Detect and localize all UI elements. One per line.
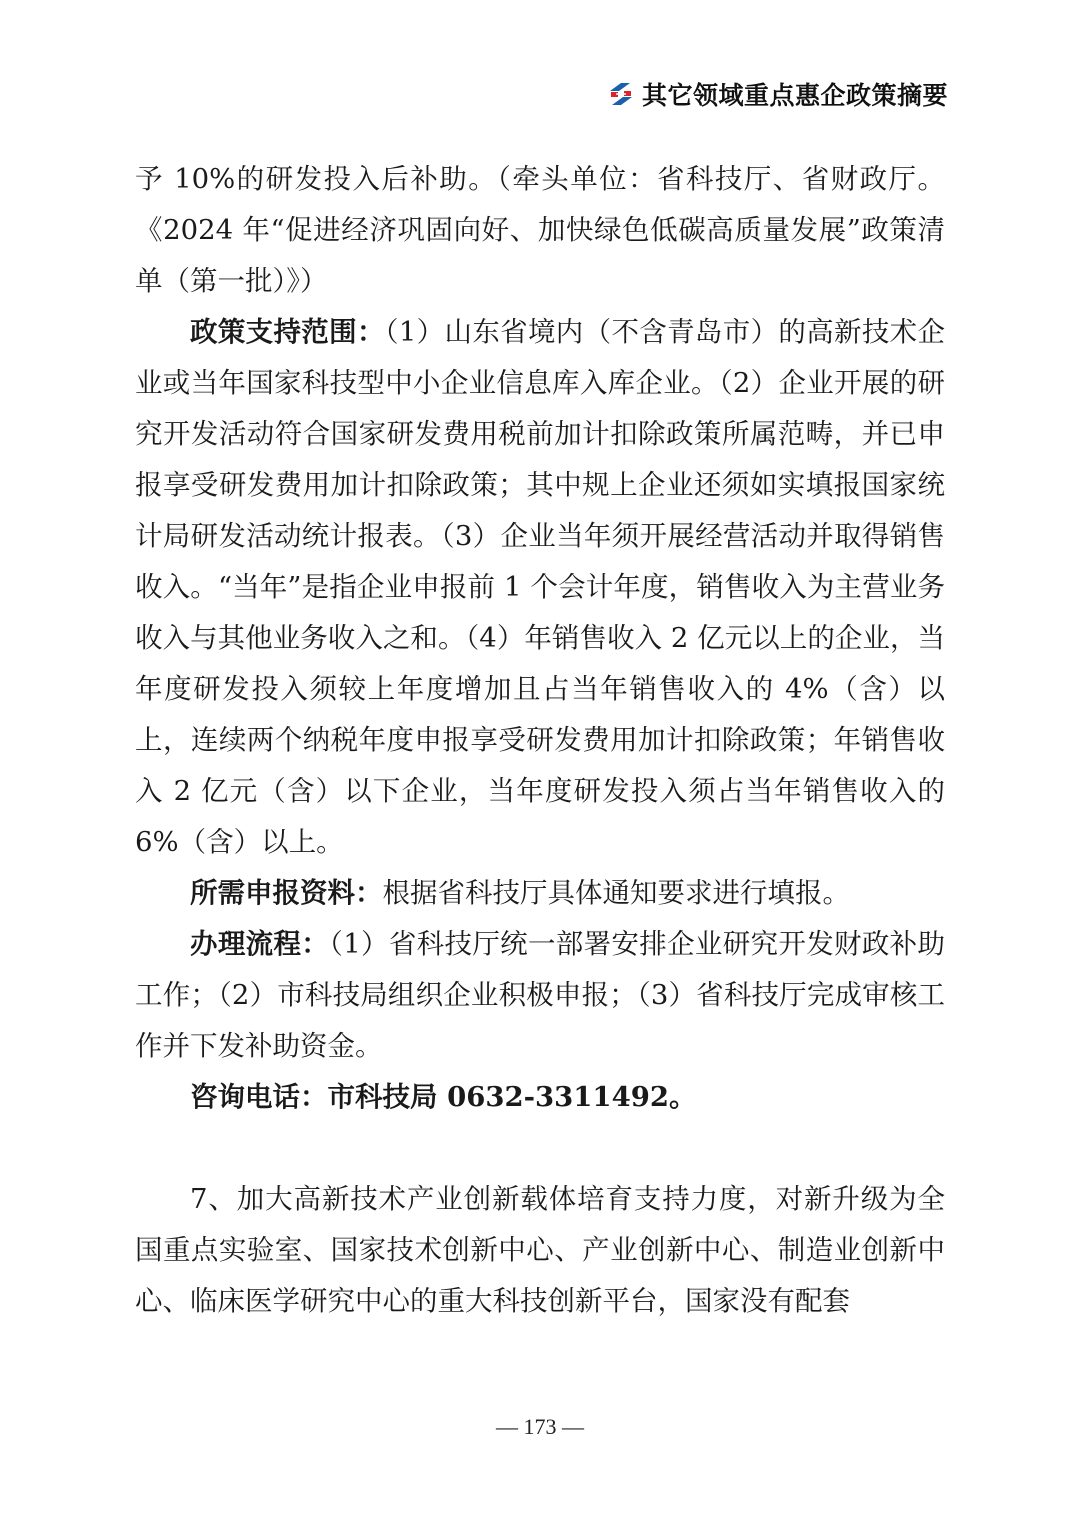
policy-scope-paragraph	[135, 307, 945, 868]
policy-scope-label: 政策支持范围：	[190, 316, 385, 348]
contact-label: 咨询电话：	[190, 1081, 328, 1113]
process-text: （1）省科技厅统一部署安排企业研究开发财政补助工作；（2）市科技局组织企业积极申报；（3）省科技厅完成审核工作并下发补助资金。	[135, 928, 945, 1062]
contact-text: 市科技局 0632-3311492。	[327, 1081, 697, 1113]
policy-scope-text: （1）山东省境内（不含青岛市）的高新技术企业或当年国家科技型中小企业信息库入库企业。（2）企业开展的研究开发活动符合国家研发费用税前加计扣除政策所属范畴，并已申报享受研发费用加计扣除政策；其中规上企业还须如实填报国家统计局研发活动统计报表。（3）企业当年须开展经营活动并取得销售收入。“当年”是指企业申报前 1 个会计年度，销售收入为主营业务收入与其他业务收入之和。（4）年销售收入 2 亿元以上的企业，当年度研发投入须较上年度增加且占当年销售收入的 4%（含）以上，连续两个纳税年度申报享受研发费用加计扣除政策；年销售收入 2 亿元（含）以下企业，当年度研发投入须占当年销售收入的 6%（含）以上。	[135, 316, 946, 858]
section-spacer	[135, 1123, 945, 1174]
item-7-paragraph: 7、加大高新技术产业创新载体培育支持力度，对新升级为全国重点实验室、国家技术创新中心、产业创新中心、制造业创新中心、临床医学研究中心的重大科技创新平台，国家没有配套	[135, 1183, 945, 1317]
materials-label: 所需申报资料：	[190, 877, 383, 909]
process-label: 办理流程：	[190, 928, 330, 960]
materials-paragraph	[135, 868, 945, 919]
contact-paragraph	[135, 1072, 945, 1123]
materials-text: 根据省科技厅具体通知要求进行填报。	[382, 877, 850, 909]
process-paragraph	[135, 919, 945, 1072]
header-title: 其它领域重点惠企政策摘要	[641, 81, 948, 110]
document-body	[135, 154, 945, 1327]
page-header	[606, 76, 948, 112]
page-number: — 173 —	[496, 1414, 584, 1439]
intro-paragraph: 予 10%的研发投入后补助。（牵头单位：省科技厅、省财政厅。《2024 年“促进经济巩固向好、加快绿色低碳高质量发展”政策清单（第一批）》）	[135, 163, 945, 297]
blue-red-arrow-logo-icon	[606, 79, 636, 109]
